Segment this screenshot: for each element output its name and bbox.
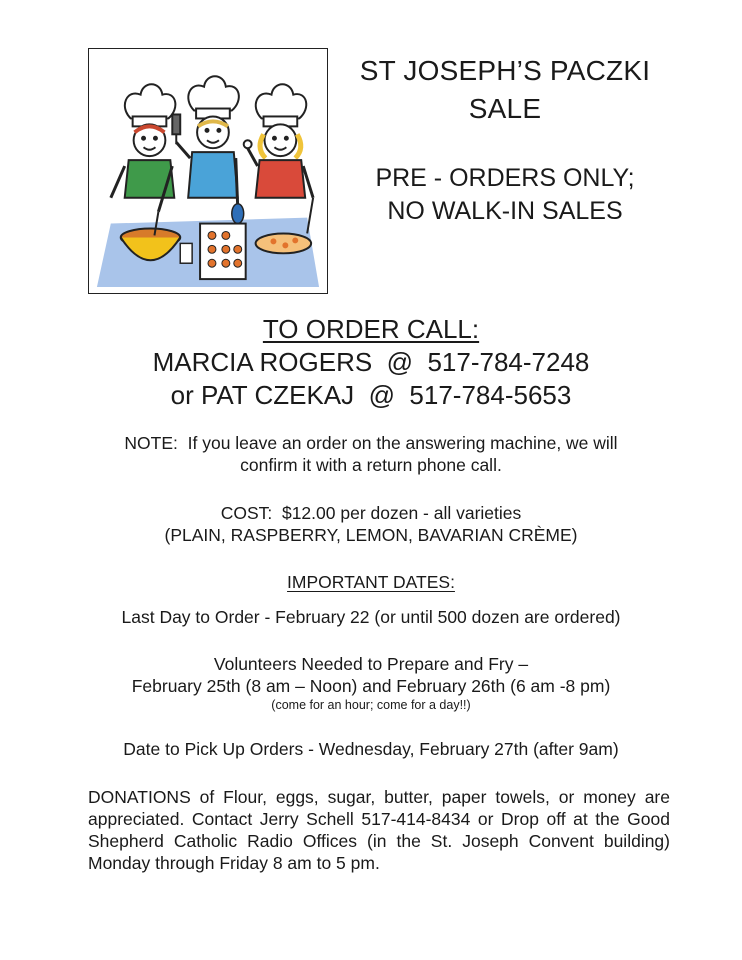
donations-paragraph: DONATIONS of Flour, eggs, sugar, butter, paper towels, or money are appreciated. Contact Jerry Schell 517-414-8434 or Drop off at the Good Shepherd Catholic Radio Offices (in the St. Joseph Convent building) Monday through Friday 8 am to 5 pm. (88, 787, 670, 873)
subtitle-line-1: PRE - ORDERS ONLY; (375, 164, 635, 192)
order-heading: TO ORDER CALL: (262, 314, 480, 344)
last-day-to-order: Last Day to Order - February 22 (or until 500 dozen are ordered) (121, 607, 621, 627)
title-line-2: SALE (468, 93, 542, 124)
note-line-1: NOTE: If you leave an order on the answering machine, we will (124, 433, 618, 453)
contact-pat: or PAT CZEKAJ @ 517-784-5653 (170, 380, 572, 410)
order-contacts (0, 313, 742, 412)
note-line-2: confirm it with a return phone call. (240, 455, 502, 475)
flyer-title (340, 52, 670, 128)
three-chefs-clipart-icon (89, 49, 327, 293)
volunteers-note: (come for an hour; come for a day!!) (271, 698, 471, 712)
contact-marcia: MARCIA ROGERS @ 517-784-7248 (152, 347, 590, 377)
volunteers-block (0, 653, 742, 713)
cost-line-1: COST: $12.00 per dozen - all varieties (220, 503, 522, 523)
subtitle-line-2: NO WALK-IN SALES (387, 197, 623, 225)
note-block (0, 432, 742, 476)
chefs-clipart (88, 48, 328, 294)
pre-orders-notice (340, 162, 670, 228)
cost-block (0, 502, 742, 546)
pickup-date: Date to Pick Up Orders - Wednesday, February 27th (after 9am) (123, 739, 619, 759)
cost-line-2: (PLAIN, RASPBERRY, LEMON, BAVARIAN CRÈME) (164, 525, 578, 545)
volunteers-line-1: Volunteers Needed to Prepare and Fry – (213, 654, 529, 674)
volunteers-line-2: February 25th (8 am – Noon) and February 26th (6 am -8 pm) (131, 676, 611, 696)
dates-heading: IMPORTANT DATES: (287, 572, 455, 592)
title-line-1: ST JOSEPH’S PACZKI (359, 55, 651, 86)
